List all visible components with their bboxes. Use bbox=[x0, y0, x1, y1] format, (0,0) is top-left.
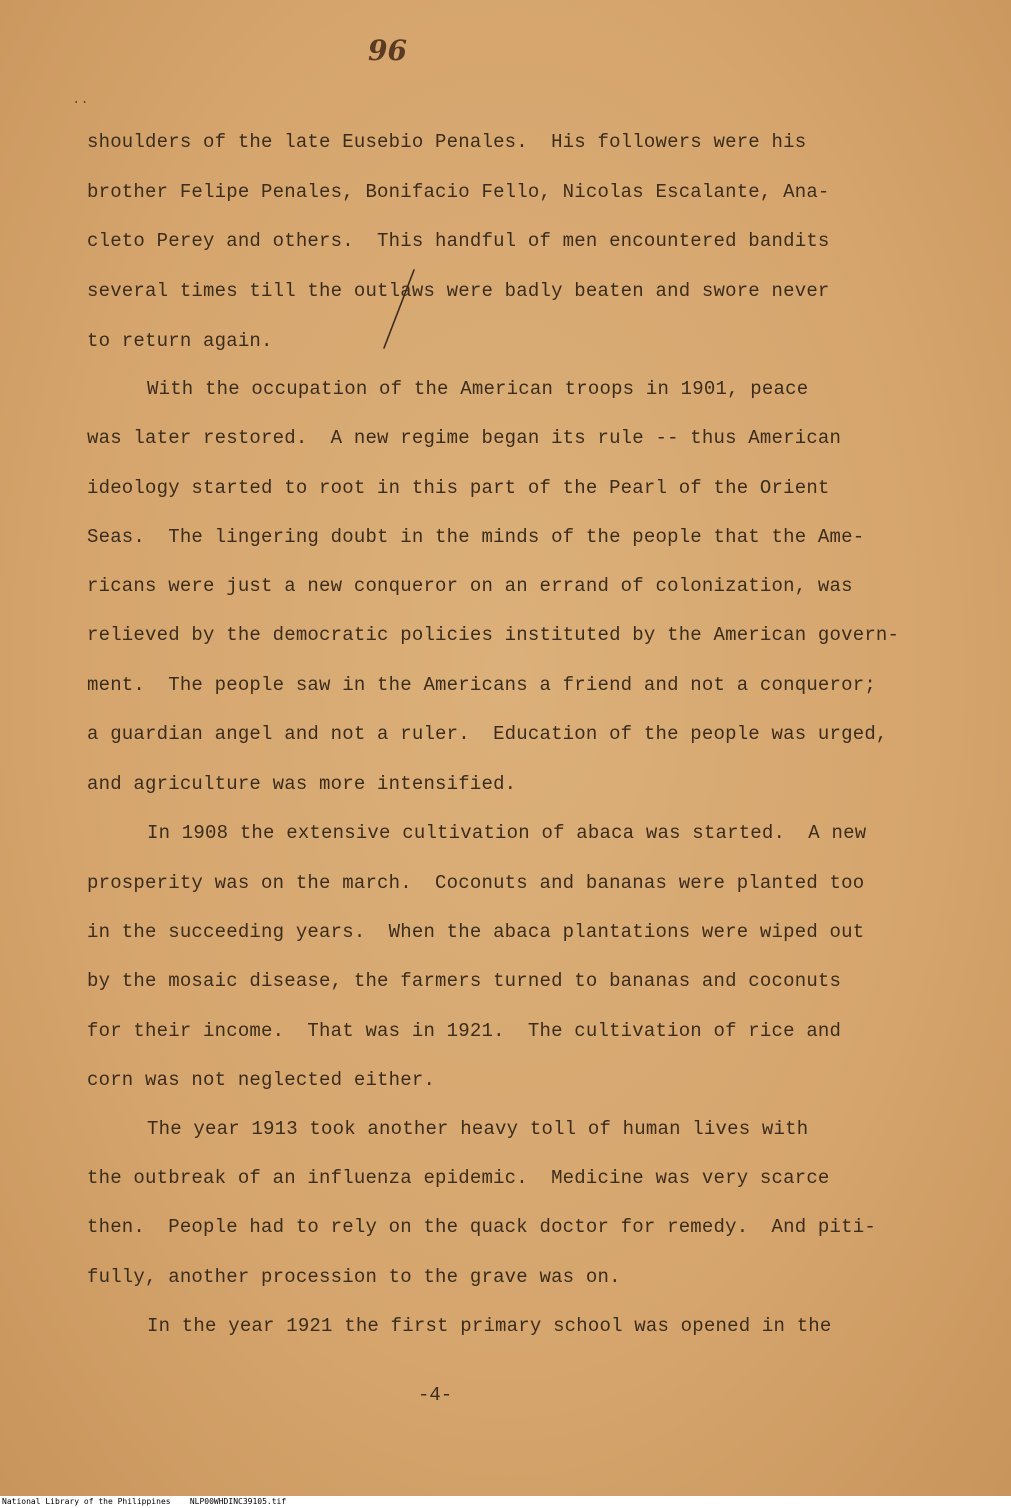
text-line: by the mosaic disease, the farmers turned to bananas and coconuts bbox=[87, 970, 842, 992]
text-line: brother Felipe Penales, Bonifacio Fello, Nicolas Escalante, Ana- bbox=[87, 181, 830, 203]
text-line: and agriculture was more intensified. bbox=[87, 773, 517, 795]
text-line: ment. The people saw in the Americans a friend and not a conqueror; bbox=[87, 674, 876, 696]
text-line: corn was not neglected either. bbox=[87, 1069, 436, 1091]
text-line: cleto Perey and others. This handful of men encountered bandits bbox=[87, 230, 830, 252]
text-line: then. People had to rely on the quack doctor for remedy. And piti- bbox=[87, 1216, 876, 1238]
text-line: shoulders of the late Eusebio Penales. His followers were his bbox=[87, 131, 807, 153]
text-line: The year 1913 took another heavy toll of human lives with bbox=[147, 1118, 809, 1140]
corner-mark: .. bbox=[72, 92, 89, 108]
text-line: several times till the outlaws were badly beaten and swore never bbox=[87, 280, 830, 302]
text-line: prosperity was on the march. Coconuts and bananas were planted too bbox=[87, 872, 865, 894]
text-line: to return again. bbox=[87, 330, 273, 352]
text-line: In the year 1921 the first primary school was opened in the bbox=[147, 1315, 832, 1337]
text-line: a guardian angel and not a ruler. Education of the people was urged, bbox=[87, 723, 888, 745]
text-line: fully, another procession to the grave was on. bbox=[87, 1266, 621, 1288]
text-line: In 1908 the extensive cultivation of abaca was started. A new bbox=[147, 822, 867, 844]
text-line: in the succeeding years. When the abaca plantations were wiped out bbox=[87, 921, 865, 943]
text-line: for their income. That was in 1921. The cultivation of rice and bbox=[87, 1020, 842, 1042]
scan-source-label: National Library of the Philippines NLP00WHDINC39105.tif bbox=[2, 1497, 287, 1506]
text-line: was later restored. A new regime began its rule -- thus American bbox=[87, 427, 842, 449]
text-line: relieved by the democratic policies instituted by the American govern- bbox=[87, 624, 900, 646]
pencil-mark-icon bbox=[380, 268, 420, 350]
handwritten-page-number: 96 bbox=[368, 34, 407, 67]
footer-page-number: -4- bbox=[418, 1384, 453, 1406]
text-line: ricans were just a new conqueror on an errand of colonization, was bbox=[87, 575, 853, 597]
text-line: the outbreak of an influenza epidemic. Medicine was very scarce bbox=[87, 1167, 830, 1189]
text-line: ideology started to root in this part of the Pearl of the Orient bbox=[87, 477, 830, 499]
text-line: Seas. The lingering doubt in the minds of the people that the Ame- bbox=[87, 526, 865, 548]
text-line: With the occupation of the American troops in 1901, peace bbox=[147, 378, 809, 400]
